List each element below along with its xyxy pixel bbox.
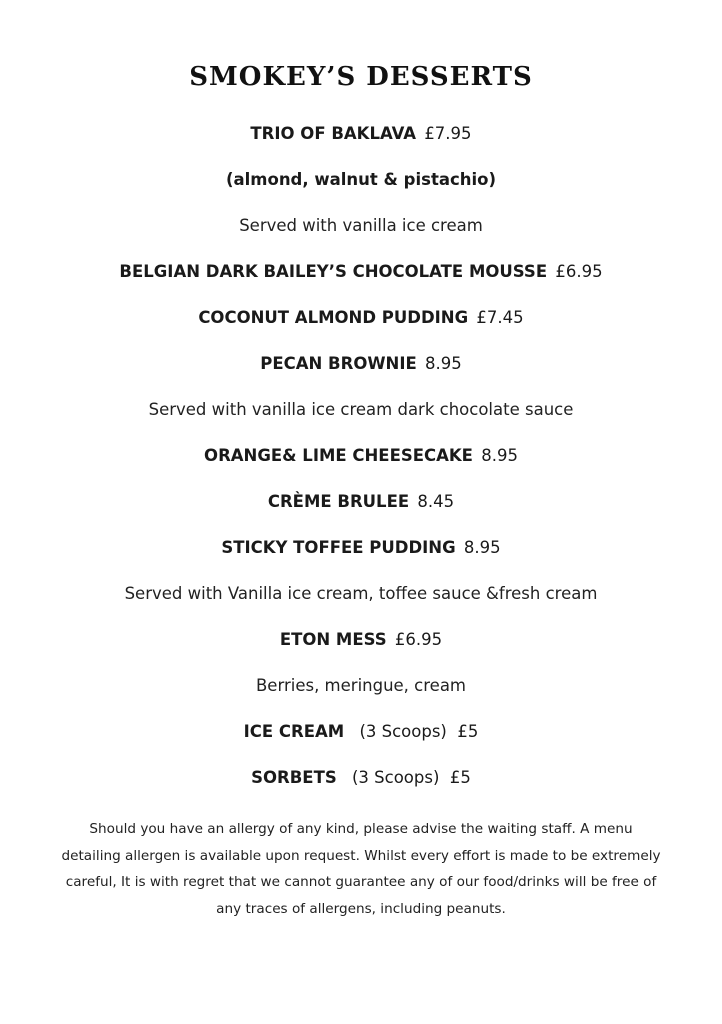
item-description: Served with Vanilla ice cream, toffee sauce &fresh cream — [124, 584, 598, 603]
item-name: ORANGE& LIME CHEESECAKE — [204, 446, 473, 465]
menu-item-ice-cream — [0, 722, 722, 741]
item-name: ETON MESS — [279, 630, 387, 649]
menu-item-chocolate-mousse — [0, 262, 722, 281]
item-name: STICKY TOFFEE PUDDING — [221, 538, 456, 557]
item-name: TRIO OF BAKLAVA — [250, 124, 417, 143]
item-price: (3 Scoops) £5 — [359, 722, 479, 741]
menu-item-coconut-pudding — [0, 308, 722, 327]
item-price: 8.95 — [463, 538, 501, 557]
item-price: 8.95 — [425, 354, 462, 373]
item-price: 8.95 — [481, 446, 518, 465]
item-description: Berries, meringue, cream — [255, 676, 467, 695]
menu-item-eton-mess — [0, 630, 722, 649]
menu-item-cheesecake — [0, 446, 722, 465]
item-price: 8.45 — [417, 492, 455, 511]
menu-item-pecan-brownie — [0, 354, 722, 373]
item-price: (3 Scoops) £5 — [351, 768, 471, 787]
item-price: £7.95 — [424, 124, 472, 143]
item-name: SORBETS — [251, 768, 337, 787]
item-name: PECAN BROWNIE — [260, 354, 417, 373]
item-price: £6.95 — [394, 630, 443, 649]
item-name: COCONUT ALMOND PUDDING — [198, 308, 469, 327]
item-name: BELGIAN DARK BAILEY’S CHOCOLATE MOUSSE — [119, 262, 548, 281]
menu-item-sorbets — [0, 768, 722, 787]
item-price: £6.95 — [555, 262, 603, 281]
item-subtitle: (almond, walnut & pistachio) — [225, 170, 497, 189]
menu-item-creme-brulee — [0, 492, 722, 511]
item-name: CRÈME BRULEE — [267, 492, 410, 511]
menu-item-baklava — [0, 124, 722, 143]
item-price: £7.45 — [476, 308, 524, 327]
item-name: ICE CREAM — [243, 722, 345, 741]
allergen-notice: Should you have an allergy of any kind, please advise the waiting staff. A menu detailing allergen is available upon request. Whilst every effort is made to be extremely careful, It is with regret that we cannot guarantee any of our food/drinks will be free of any traces of allergens, including peanuts. — [61, 821, 661, 917]
menu-item-sticky-toffee — [0, 538, 722, 557]
menu-title: SMOKEY’S DESSERTS — [189, 62, 533, 92]
item-description: Served with vanilla ice cream — [239, 216, 483, 235]
item-description: Served with vanilla ice cream dark chocolate sauce — [148, 400, 574, 419]
